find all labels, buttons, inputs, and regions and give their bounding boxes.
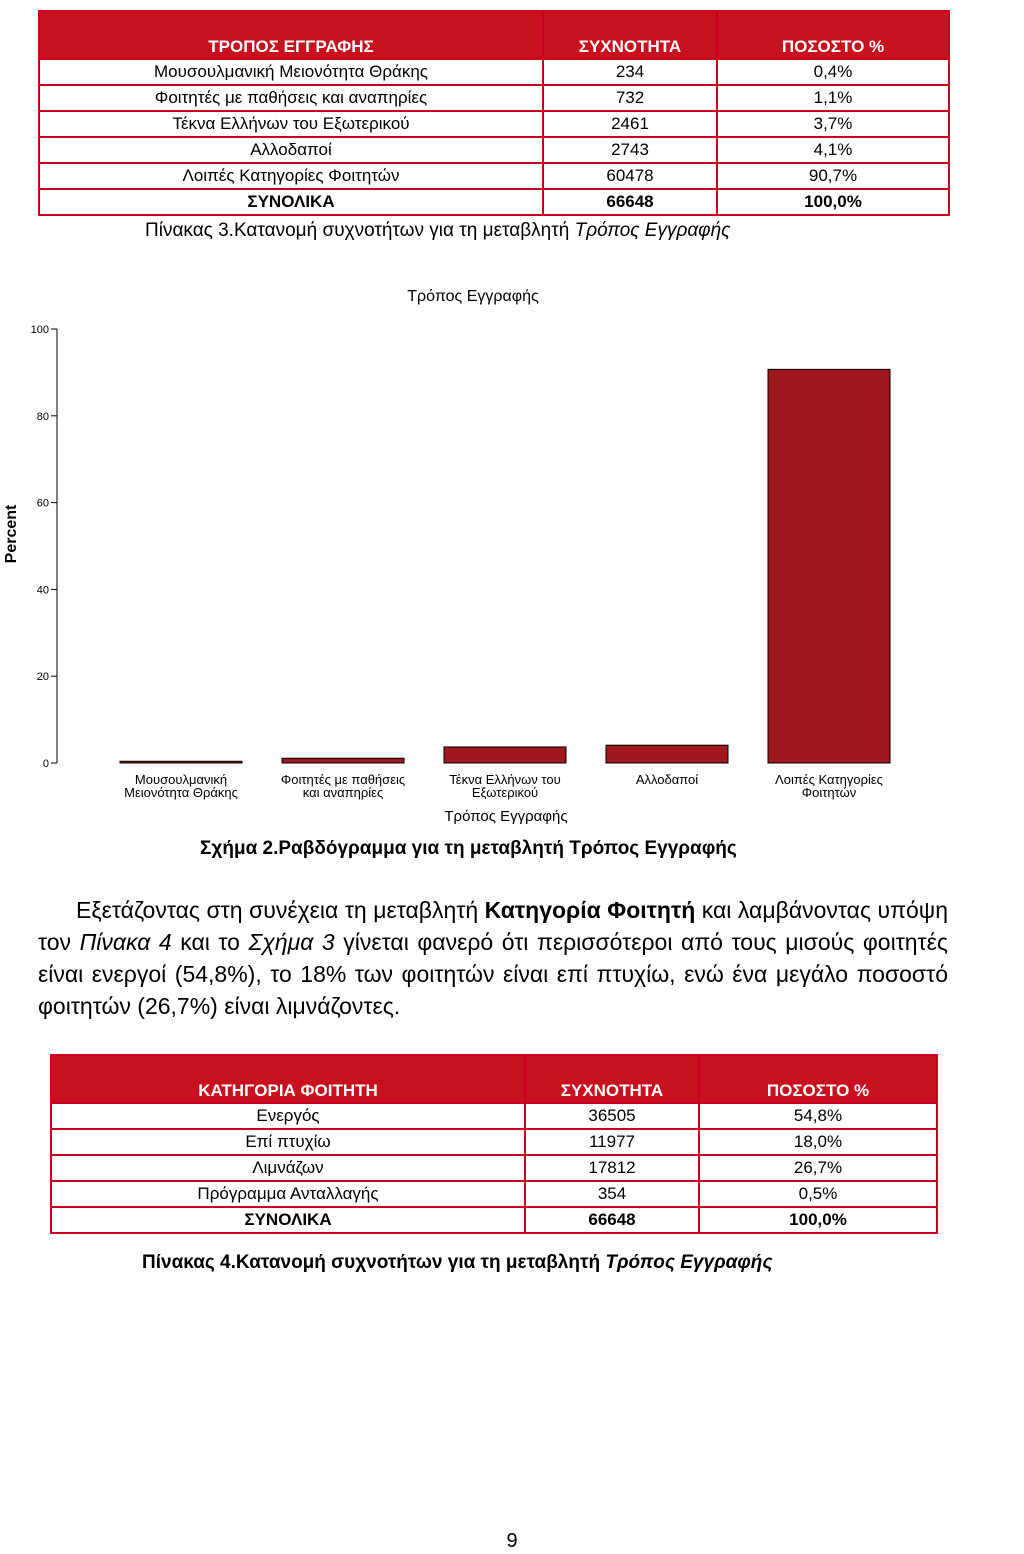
table3-caption: Πίνακας 3.Κατανομή συχνοτήτων για τη μεταβλητή Τρόπος Εγγραφής <box>145 220 731 241</box>
table-row <box>51 1155 937 1181</box>
table-cell: 3,7% <box>717 111 949 137</box>
table-total-cell: 100,0% <box>699 1207 937 1233</box>
table-row <box>39 163 949 189</box>
bar <box>444 747 566 763</box>
body-paragraph: Εξετάζοντας στη συνέχεια τη μεταβλητή Κατηγορία Φοιτητή και λαμβάνοντας υπόψη τον Πίνακα 4 και το Σχήμα 3 γίνεται φανερό ότι περισσότεροι από τους μισούς φοιτητές είναι ενεργοί (54,8%), το 18% των φοιτητών είναι επί πτυχίω, ενώ ένα μεγάλο ποσοστό φοιτητών (26,7%) είναι λιμνάζοντες. <box>38 897 948 1019</box>
table-row <box>51 1103 937 1129</box>
table-cell: 17812 <box>525 1155 699 1181</box>
table-cell: 2461 <box>543 111 717 137</box>
table-row <box>39 111 949 137</box>
table-total-cell: 66648 <box>525 1207 699 1233</box>
y-tick-label: 40 <box>36 584 49 597</box>
x-axis-label: Τρόπος Εγγραφής <box>444 808 568 825</box>
table-cell: 60478 <box>543 163 717 189</box>
table4-caption: Πίνακας 4.Κατανομή συχνοτήτων για τη μεταβλητή Τρόπος Εγγραφής <box>142 1252 773 1273</box>
table-cell: Τέκνα Ελλήνων του Εξωτερικού <box>39 111 543 137</box>
table-student-category <box>50 1054 938 1234</box>
table-total-cell: 100,0% <box>717 189 949 215</box>
table-cell: 54,8% <box>699 1103 937 1129</box>
table-total-cell: ΣΥΝΟΛΙΚΑ <box>51 1207 525 1233</box>
x-tick-label: Εξωτερικού <box>471 785 539 800</box>
y-tick-label: 0 <box>42 758 49 770</box>
figure-caption: Σχήμα 2.Ραβδόγραμμα για τη μεταβλητή Τρόπος Εγγραφής <box>200 838 737 859</box>
table-cell: 90,7% <box>717 163 949 189</box>
bar <box>282 758 404 763</box>
y-tick-label: 100 <box>30 324 49 336</box>
table-row <box>51 1181 937 1207</box>
chart-title: Τρόπος Εγγραφής <box>407 288 539 305</box>
table-enrollment-method <box>38 10 950 216</box>
x-tick-label: Λοιπές Κατηγορίες <box>775 772 883 787</box>
page-number: 9 <box>506 1530 518 1552</box>
table-cell: 1,1% <box>717 85 949 111</box>
table-row <box>39 59 949 85</box>
table4-header-percent: ΠΟΣΟΣΤΟ % <box>699 1076 937 1103</box>
bar <box>768 369 890 763</box>
table-total-row <box>39 189 949 215</box>
table4-header-frequency: ΣΥΧΝΟΤΗΤΑ <box>525 1076 699 1103</box>
x-tick-label: Μουσουλμανική <box>134 772 228 787</box>
table-cell: 732 <box>543 85 717 111</box>
table-total-row <box>51 1207 937 1233</box>
table-cell: Ενεργός <box>51 1103 525 1129</box>
table-cell: 11977 <box>525 1129 699 1155</box>
table-cell: Φοιτητές με παθήσεις και αναπηρίες <box>39 85 543 111</box>
x-tick-label: και αναπηρίες <box>302 785 384 800</box>
x-tick-label: Αλλοδαποί <box>635 772 699 787</box>
table-row <box>51 1129 937 1155</box>
table-cell: 18,0% <box>699 1129 937 1155</box>
table-cell: 0,4% <box>717 59 949 85</box>
table-row <box>39 85 949 111</box>
y-tick-label: 80 <box>36 410 49 423</box>
table-cell: 354 <box>525 1181 699 1207</box>
table-cell: 26,7% <box>699 1155 937 1181</box>
table4-header-category: ΚΑΤΗΓΟΡΙΑ ΦΟΙΤΗΤΗ <box>51 1076 525 1103</box>
table-cell: 36505 <box>525 1103 699 1129</box>
table-cell: Αλλοδαποί <box>39 137 543 163</box>
table-cell: 0,5% <box>699 1181 937 1207</box>
bar-chart-enrollment-method <box>0 270 960 825</box>
table-total-cell: 66648 <box>543 189 717 215</box>
bar <box>120 761 242 763</box>
table-cell: 234 <box>543 59 717 85</box>
table3-header-frequency: ΣΥΧΝΟΤΗΤΑ <box>543 32 717 59</box>
table-cell: Λοιπές Κατηγορίες Φοιτητών <box>39 163 543 189</box>
table3-header-method: ΤΡΟΠΟΣ ΕΓΓΡΑΦΗΣ <box>39 32 543 59</box>
x-tick-label: Μειονότητα Θράκης <box>124 785 238 800</box>
y-tick-label: 60 <box>36 497 49 510</box>
table-row <box>39 137 949 163</box>
table-cell: Λιμνάζων <box>51 1155 525 1181</box>
y-axis-label: Percent <box>3 504 20 564</box>
x-tick-label: Τέκνα Ελλήνων του <box>449 772 561 787</box>
y-tick-label: 20 <box>36 671 49 684</box>
table-cell: Επί πτυχίω <box>51 1129 525 1155</box>
x-tick-label: Φοιτητές με παθήσεις <box>280 772 406 787</box>
table-cell: Πρόγραμμα Ανταλλαγής <box>51 1181 525 1207</box>
table3-header-percent: ΠΟΣΟΣΤΟ % <box>717 32 949 59</box>
table-cell: Μουσουλμανική Μειονότητα Θράκης <box>39 59 543 85</box>
table-cell: 4,1% <box>717 137 949 163</box>
table-total-cell: ΣΥΝΟΛΙΚΑ <box>39 189 543 215</box>
bar <box>606 745 728 763</box>
table-cell: 2743 <box>543 137 717 163</box>
x-tick-label: Φοιτητών <box>801 785 857 800</box>
